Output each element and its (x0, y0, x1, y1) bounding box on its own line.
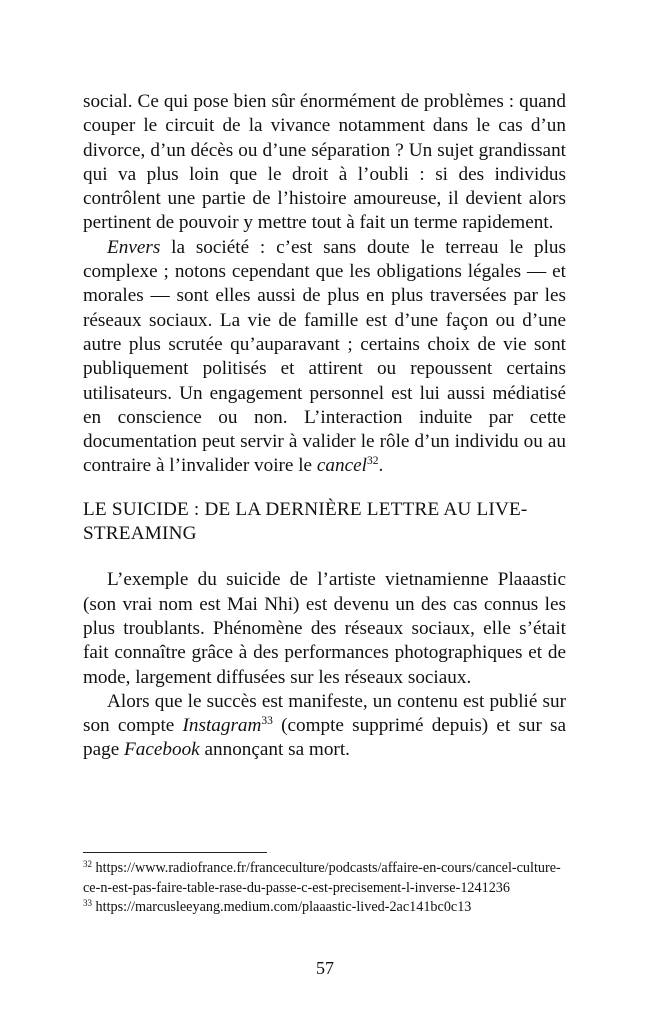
paragraph-text: la société : c’est sans doute le terreau le plus complexe ; notons cependant que les obligations légales — et morales — sont elles aussi de plus en plus traversées par les réseaux sociaux. La vie de famille est d’une façon ou d’une autre plus scrutée qu’auparavant ; certains choix de vie sont publiquement politisés et attirent ou repoussent certains utilisateurs. Un engagement personnel est lui aussi médiatisé en conscience ou non. L’interaction induite par cette documentation peut servir à valider le rôle d’un individu ou au contraire à l’invalider voire le (83, 236, 566, 477)
paragraph-text: . (378, 455, 384, 477)
footnote-reference[interactable]: 32 (366, 455, 379, 468)
footnote-link[interactable]: https://marcusleeyang.medium.com/plaaastic-lived-2ac141bc0c13 (95, 899, 472, 916)
paragraph-text: annonçant sa mort. (199, 739, 350, 761)
emphasis-text: Facebook (124, 739, 200, 761)
footnotes (83, 859, 566, 918)
section-heading: LE SUICIDE : DE LA DERNIÈRE LETTRE AU LIVE-STREAMING (83, 498, 528, 545)
emphasis-text: Envers (107, 236, 161, 258)
footnote (83, 859, 566, 898)
body-paragraph (83, 90, 566, 236)
emphasis-text: cancel (316, 455, 367, 477)
paragraph-text: (compte supprimé depuis) et sur sa page (83, 715, 566, 761)
footnote-link[interactable]: https://www.radiofrance.fr/franceculture/podcasts/affaire-en-cours/cancel-culture-ce-n-est-pas-faire-table-rase-du-passe-c-est-precisement-l-inverse-1241236 (83, 860, 561, 896)
footnote-number: 32 (83, 859, 92, 869)
page-body (83, 90, 566, 763)
paragraph-text: social. Ce qui pose bien sûr énormément de problèmes : quand couper le circuit de la vivance notamment dans le cas d’un divorce, d’un décès ou d’une séparation ? Un sujet grandissant qui va plus loin que le droit à l’oubli : si des individus contrôlent une partie de l’histoire amoureuse, il devient alors pertinent de pouvoir y mettre tout à fait un terme rapidement. (83, 91, 566, 234)
footnote-number: 33 (83, 898, 92, 909)
footnote-reference[interactable]: 33 (261, 715, 273, 728)
body-paragraph (83, 568, 566, 689)
paragraph-text: Alors que le succès est manifeste, un contenu est publié sur son compte (83, 690, 566, 737)
footnote (83, 898, 566, 918)
footnote-separator (83, 852, 267, 853)
section-body (83, 568, 566, 762)
body-paragraph (83, 236, 566, 479)
paragraph-text: L’exemple du suicide de l’artiste vietnamienne Plaaastic (son vrai nom est Mai Nhi) est devenu un des cas connus les plus troublants. Phénomène des réseaux sociaux, elle s’était fait connaître grâce à des performances photographiques et de mode, largement diffusées sur les réseaux sociaux. (83, 569, 566, 688)
body-paragraph (83, 690, 566, 763)
emphasis-text: Instagram (182, 715, 262, 737)
page-number: 57 (316, 958, 334, 978)
